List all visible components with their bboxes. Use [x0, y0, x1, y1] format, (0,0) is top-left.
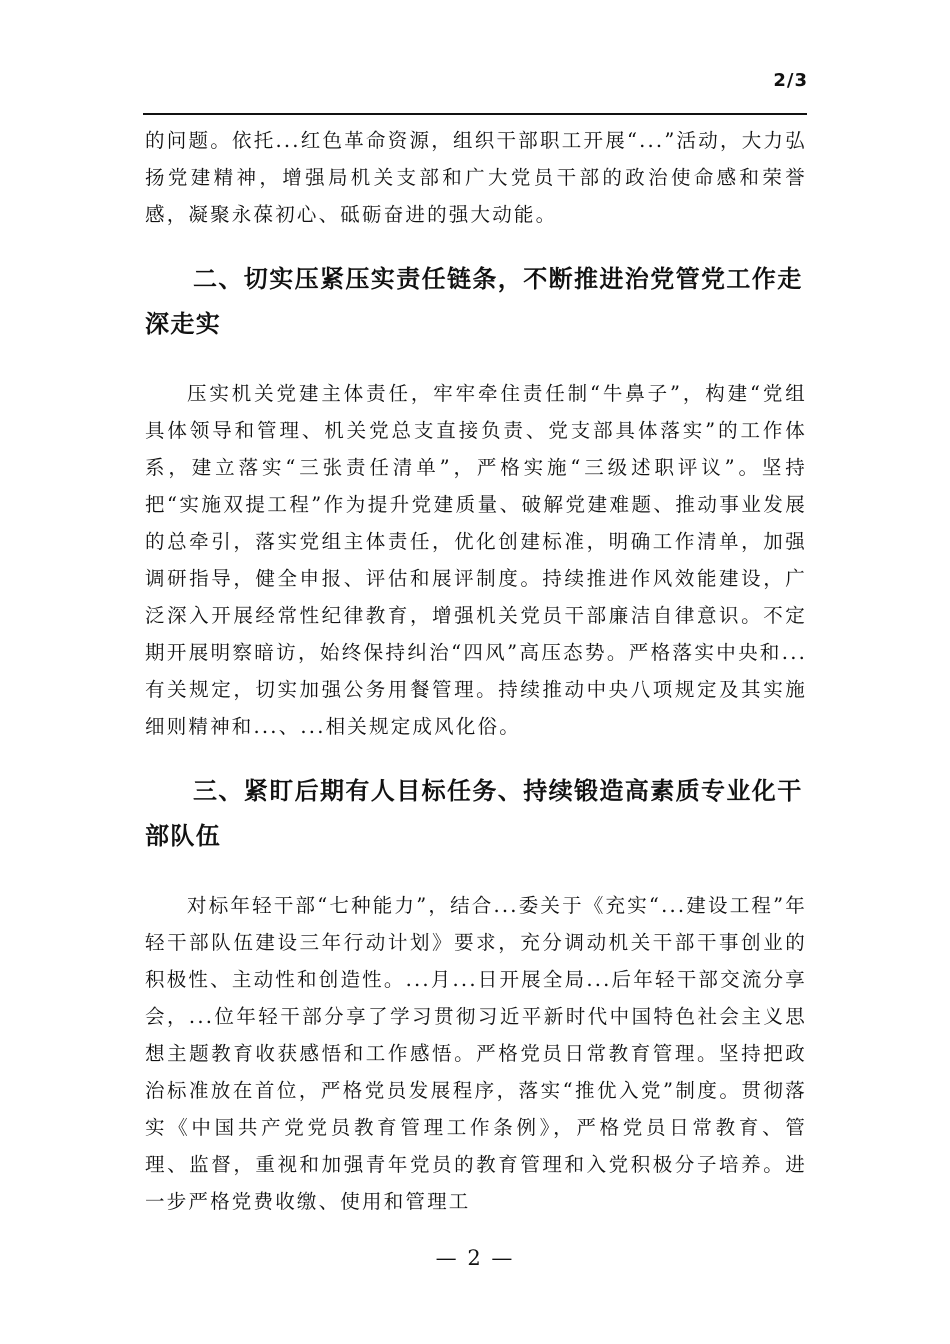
section-heading-2: 二、切实压紧压实责任链条，不断推进治党管党工作走深走实 — [145, 265, 803, 338]
section-heading-3: 三、紧盯后期有人目标任务、持续锻造高素质专业化干部队伍 — [145, 777, 803, 850]
document-body — [145, 122, 807, 1220]
section-paragraph-3: 对标年轻干部“七种能力”，结合...委关于《充实“...建设工程”年轻干部队伍建设三年行动计划》要求，充分调动机关干部干事创业的积极性、主动性和创造性。...月...日开展全局...后年轻干部交流分享会，...位年轻干部分享了学习贯彻习近平新时代中国特色社会主义思想主题教育收获感悟和工作感悟。严格党员日常教育管理。坚持把政治标准放在首位，严格党员发展程序，落实“推优入党”制度。贯彻落实《中国共产党党员教育管理工作条例》，严格党员日常教育、管理、监督，重视和加强青年党员的教育管理和入党积极分子培养。进一步严格党费收缴、使用和管理工 — [145, 894, 807, 1213]
section-paragraph-2: 压实机关党建主体责任，牢牢牵住责任制“牛鼻子”，构建“党组具体领导和管理、机关党总支直接负责、党支部具体落实”的工作体系，建立落实“三张责任清单”，严格实施“三级述职评议”。坚持把“实施双提工程”作为提升党建质量、破解党建难题、推动事业发展的总牵引，落实党组主体责任，优化创建标准，明确工作清单，加强调研指导，健全申报、评估和展评制度。持续推进作风效能建设，广泛深入开展经常性纪律教育，增强机关党员干部廉洁自律意识。不定期开展明察暗访，始终保持纠治“四风”高压态势。严格落实中央和...有关规定，切实加强公务用餐管理。持续推动中央八项规定及其实施细则精神和...、...相关规定成风化俗。 — [145, 382, 807, 738]
header-rule — [143, 113, 807, 115]
page-number: — 2 — — [435, 1246, 515, 1270]
intro-paragraph: 的问题。依托...红色革命资源，组织干部职工开展“...”活动，大力弘扬党建精神，增强局机关支部和广大党员干部的政治使命感和荣誉感，凝聚永葆初心、砥砺奋进的强大动能。 — [145, 129, 807, 226]
page-counter: 2/3 — [773, 70, 808, 91]
